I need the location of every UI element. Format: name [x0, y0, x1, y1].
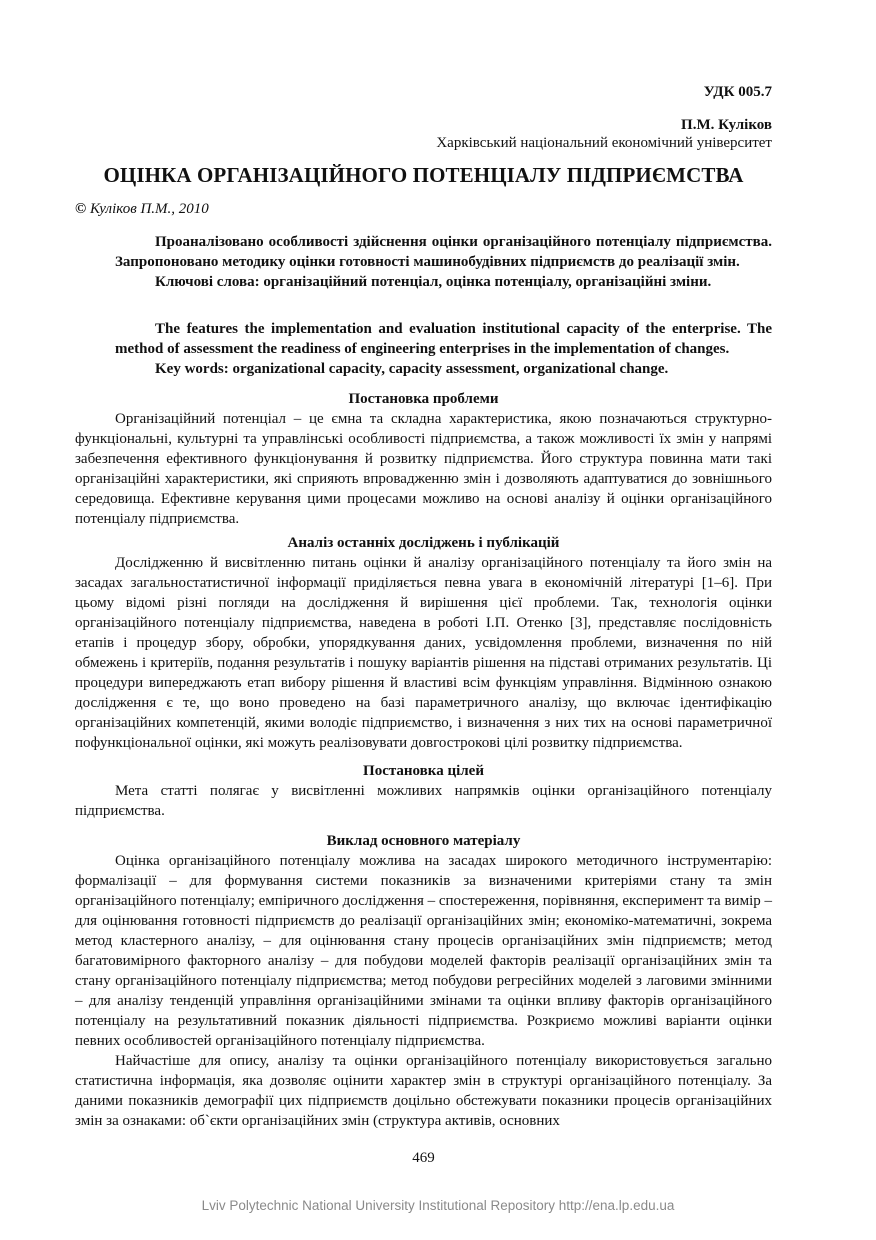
repository-footer: Lviv Polytechnic National University Institutional Repository http://ena.lp.edu.ua: [201, 1198, 675, 1213]
section-paragraph: Дослідженню й висвітленню питань оцінки й аналізу організаційного потенціалу та його змін на засадах загальностатистичної інформації приділяється певна увага в економічній літературі [1–6]. При цьому відомі різні погляди на дослідження й вирішення цієї проблеми. Так, технологія оцінки організаційного потенціалу підприємства, наведена в роботі І.П. Отенко [3], представляє послідовність етапів і процедур збору, обробки, упорядкування даних, усвідомлення проблеми, визначення по ній обмежень і критеріїв, подання результатів і пошуку варіантів рішення на підставі отриманих результатів. Ці процедури випереджають етап вибору рішення й властиві всім функціям управління. Відмінною ознакою дослідження є те, що воно проведено на базі параметричного аналізу, що включає ідентифікацію організаційних компетенцій, якими володіє підприємство, і визначення з них тих на основі параметричної пофункціональної оцінки, які можуть реалізовувати довгострокові цілі розвитку підприємства.: [75, 555, 772, 751]
section-main-material: [75, 831, 772, 1131]
page-number: 469: [412, 1150, 435, 1166]
section-heading: Постановка цілей: [363, 763, 484, 779]
section-heading: Аналіз останніх досліджень і публікацій: [287, 535, 560, 551]
section-literature-review: [75, 533, 772, 753]
copyright-line: [75, 201, 209, 218]
abstract-english: [115, 319, 772, 379]
author-affiliation: Харківський національний економічний університет: [436, 135, 772, 151]
section-paragraph: Мета статті полягає у висвітленні можливих напрямків оцінки організаційного потенціалу підприємства.: [75, 783, 772, 819]
copyright-icon: ©: [75, 201, 87, 217]
section-paragraph: Найчастіше для опису, аналізу та оцінки організаційного потенціалу використовується загально статистична інформація, яка дозволяє оцінити характер змін в структурі організаційного потенціалу. За даними показників демографії цих підприємств доцільно обстежувати показники процесів організаційних змін за ознаками: об`єкти організаційних змін (структура активів, основних: [75, 1053, 772, 1129]
keywords-ua: Ключові слова: організаційний потенціал, оцінка потенціалу, організаційні зміни.: [155, 274, 712, 290]
udk-code: УДК 005.7: [703, 84, 772, 100]
abstract-ukrainian: [115, 232, 772, 292]
copyright-text: Куліков П.М., 2010: [89, 201, 209, 217]
section-paragraph: Оцінка організаційного потенціалу можлива на засадах широкого методичного інструментарію: формалізації – для формування системи показників за визначеними критеріями стану та змін організаційного потенціалу; емпіричного дослідження – спостереження, порівняння, експеримент та вимір – для оцінювання готовності підприємств до реалізації організаційних змін; економіко-математичні, зокрема метод кластерного аналізу, – для оцінювання стану процесів організаційних змін підприємств; метод багатовимірного факторного аналізу – для побудови моделей факторів реалізації організаційних змін та стану організаційного потенціалу підприємства; метод побудови регресійних моделей з лаговими змінними – для аналізу тенденцій управління організаційними змінами та оцінки впливу факторів організаційного потенціалу на результативний показник діяльності підприємства. Розкриємо можливі варіанти оцінки певних особливостей організаційного потенціалу підприємства.: [75, 853, 772, 1049]
section-goals: [75, 761, 772, 821]
section-problem-statement: [75, 389, 772, 529]
section-heading: Виклад основного матеріалу: [326, 833, 521, 849]
author-name: П.М. Куліков: [681, 117, 772, 133]
article-title: ОЦІНКА ОРГАНІЗАЦІЙНОГО ПОТЕНЦІАЛУ ПІДПРИЄМСТВА: [103, 163, 744, 187]
section-paragraph: Організаційний потенціал – це ємна та складна характеристика, якою позначаються структурно-функціональні, культурні та управлінські особливості підприємства, а також можливості їх змін у напрямі забезпечення ефективного функціонування й розвитку підприємства. Його структура повинна мати такі організаційні характеристики, які сприяють впровадженню змін і дозволяють адаптуватися до зовнішнього середовища. Ефективне керування цими процесами можливо на основі аналізу й оцінки організаційного потенціалу підприємства.: [75, 411, 772, 527]
abstract-ua-text: Проаналізовано особливості здійснення оцінки організаційного потенціалу підприємства. Запропоновано методику оцінки готовності машинобудівних підприємств до реалізації змін.: [115, 234, 772, 270]
section-heading: Постановка проблеми: [348, 391, 499, 407]
abstract-en-text: The features the implementation and evaluation institutional capacity of the enterprise. The method of assessment the readiness of engineering enterprises in the implementation of changes.: [115, 321, 772, 357]
keywords-en: Key words: organizational capacity, capacity assessment, organizational change.: [155, 361, 669, 377]
